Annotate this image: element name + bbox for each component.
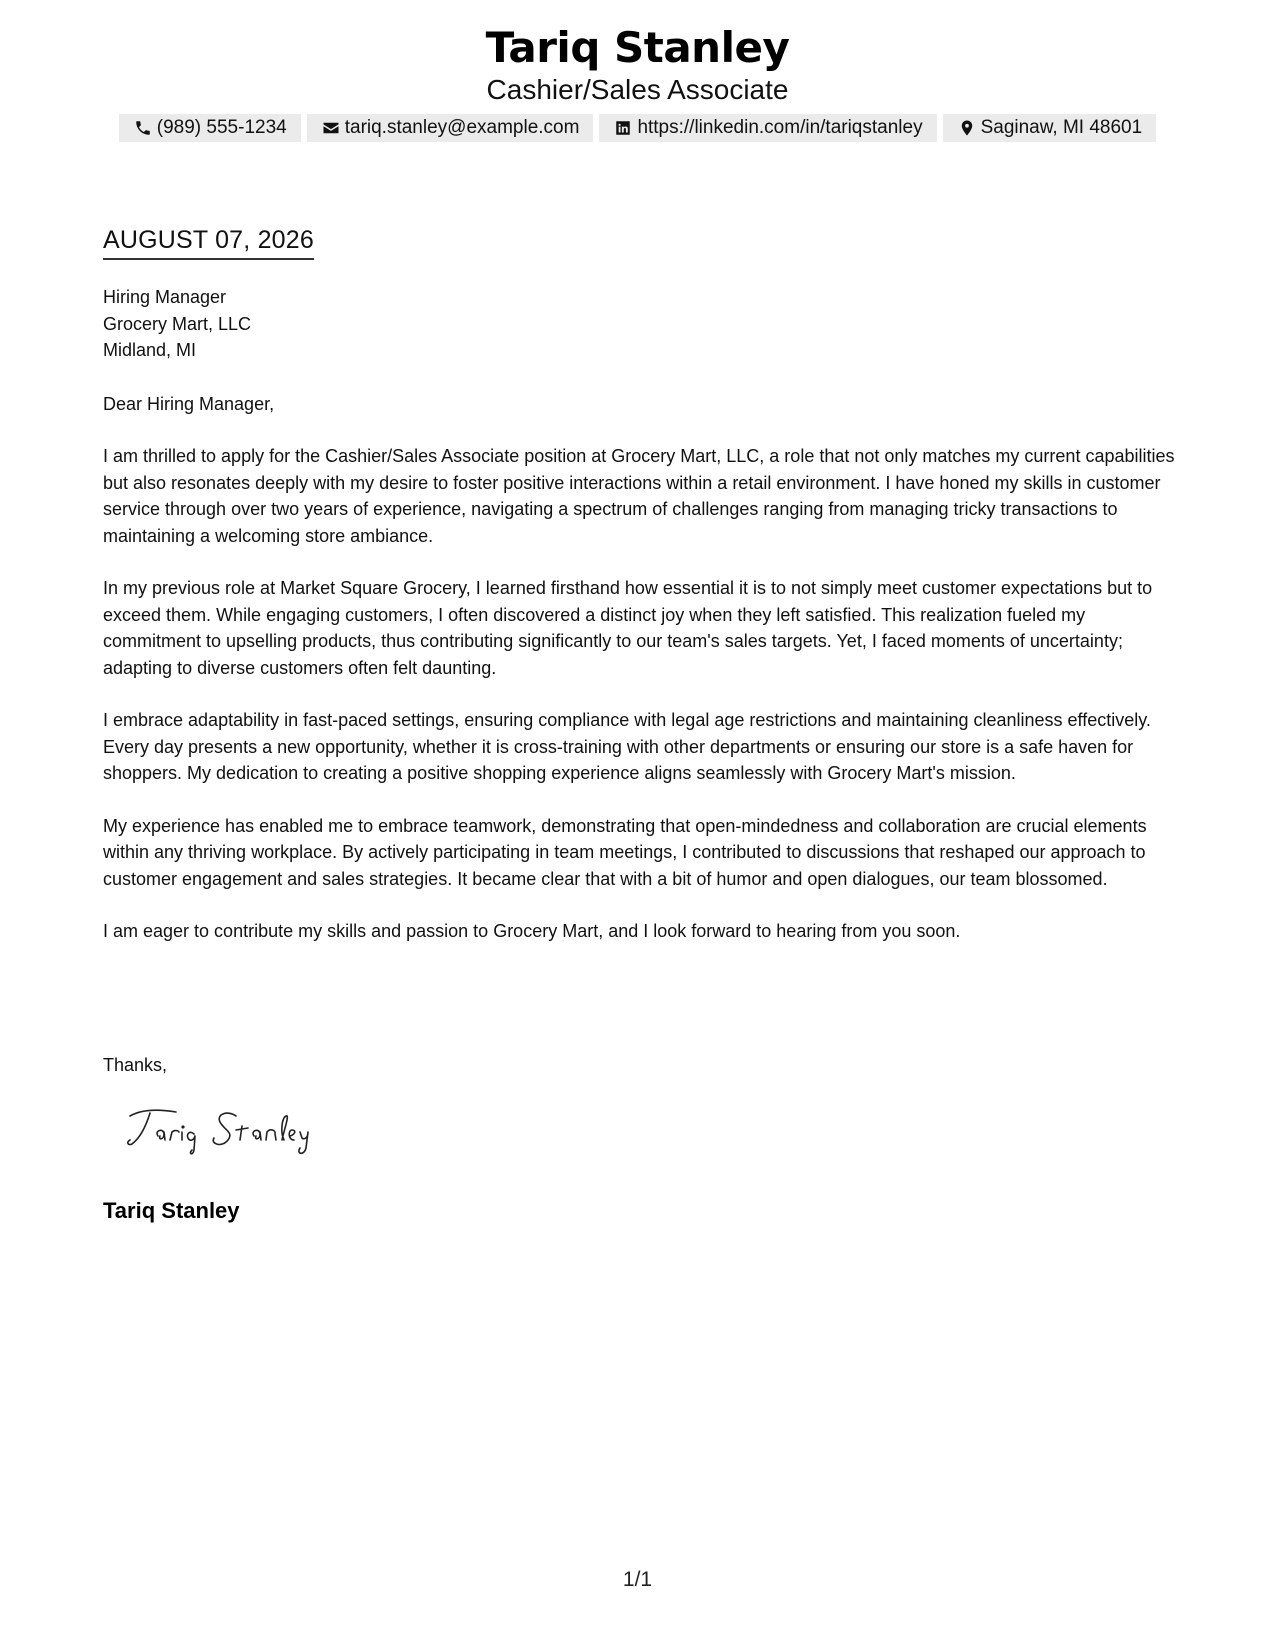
applicant-role: Cashier/Sales Associate	[486, 74, 789, 105]
handwritten-signature	[124, 1100, 344, 1160]
contact-phone[interactable]	[119, 114, 301, 142]
contact-email[interactable]	[307, 114, 594, 142]
contact-linkedin-text: https://linkedin.com/in/tariqstanley	[637, 117, 923, 138]
recipient-company: Grocery Mart, LLC	[103, 313, 252, 334]
applicant-name: Tariq Stanley	[485, 23, 790, 72]
envelope-icon	[321, 118, 341, 138]
contact-linkedin[interactable]	[599, 114, 936, 142]
paragraph-5: I am eager to contribute my skills and passion to Grocery Mart, and I look forward to hearing from you soon.	[103, 921, 961, 941]
paragraph-4: My experience has enabled me to embrace teamwork, demonstrating that open-mindedness and collaboration are crucial elements within any thriving workplace. By actively participating in team meetings, I contributed to discussions that reshaped our approach to customer engagement and sales strategies. It became clear that with a bit of humor and open dialogues, our team blossomed.	[103, 815, 1147, 889]
recipient-block	[103, 284, 1175, 364]
page-number: 1/1	[622, 1568, 653, 1591]
map-pin-icon	[957, 118, 977, 138]
letter-body	[103, 284, 1175, 945]
salutation: Dear Hiring Manager,	[103, 393, 275, 414]
phone-icon	[133, 118, 153, 138]
recipient-title: Hiring Manager	[103, 287, 227, 307]
recipient-location: Midland, MI	[103, 340, 197, 360]
paragraph-1: I am thrilled to apply for the Cashier/Sales Associate position at Grocery Mart, LLC, a role that not only matches my current capabilities but also resonates deeply with my desire to foster positive interactions within a retail environment. I have honed my skills in customer service through over two years of experience, navigating a spectrum of challenges ranging from managing tricky transactions to maintaining a welcoming store ambiance.	[103, 446, 1175, 546]
signer-name: Tariq Stanley	[103, 1198, 240, 1223]
contact-bar	[0, 114, 1275, 142]
letter-header	[0, 22, 1275, 142]
contact-phone-text: (989) 555-1234	[156, 117, 287, 138]
paragraph-3: I embrace adaptability in fast-paced settings, ensuring compliance with legal age restrictions and maintaining cleanliness effectively. Every day presents a new opportunity, whether it is cross-training with other departments or ensuring our store is a safe haven for shoppers. My dedication to creating a positive shopping experience aligns seamlessly with Grocery Mart's mission.	[103, 710, 1151, 783]
contact-email-text: tariq.stanley@example.com	[344, 117, 580, 138]
linkedin-icon	[613, 118, 633, 138]
contact-location-text: Saginaw, MI 48601	[980, 117, 1143, 138]
paragraph-2: In my previous role at Market Square Grocery, I learned firsthand how essential it is to not simply meet customer expectations but to exceed them. While engaging customers, I often discovered a distinct joy when they left satisfied. This realization fueled my commitment to upselling products, thus contributing significantly to our team's sales targets. Yet, I faced moments of uncertainty; adapting to diverse customers often felt daunting.	[103, 578, 1153, 678]
contact-location[interactable]	[943, 114, 1157, 142]
letter-date: AUGUST 07, 2026	[103, 224, 314, 260]
closing: Thanks,	[103, 1055, 168, 1075]
